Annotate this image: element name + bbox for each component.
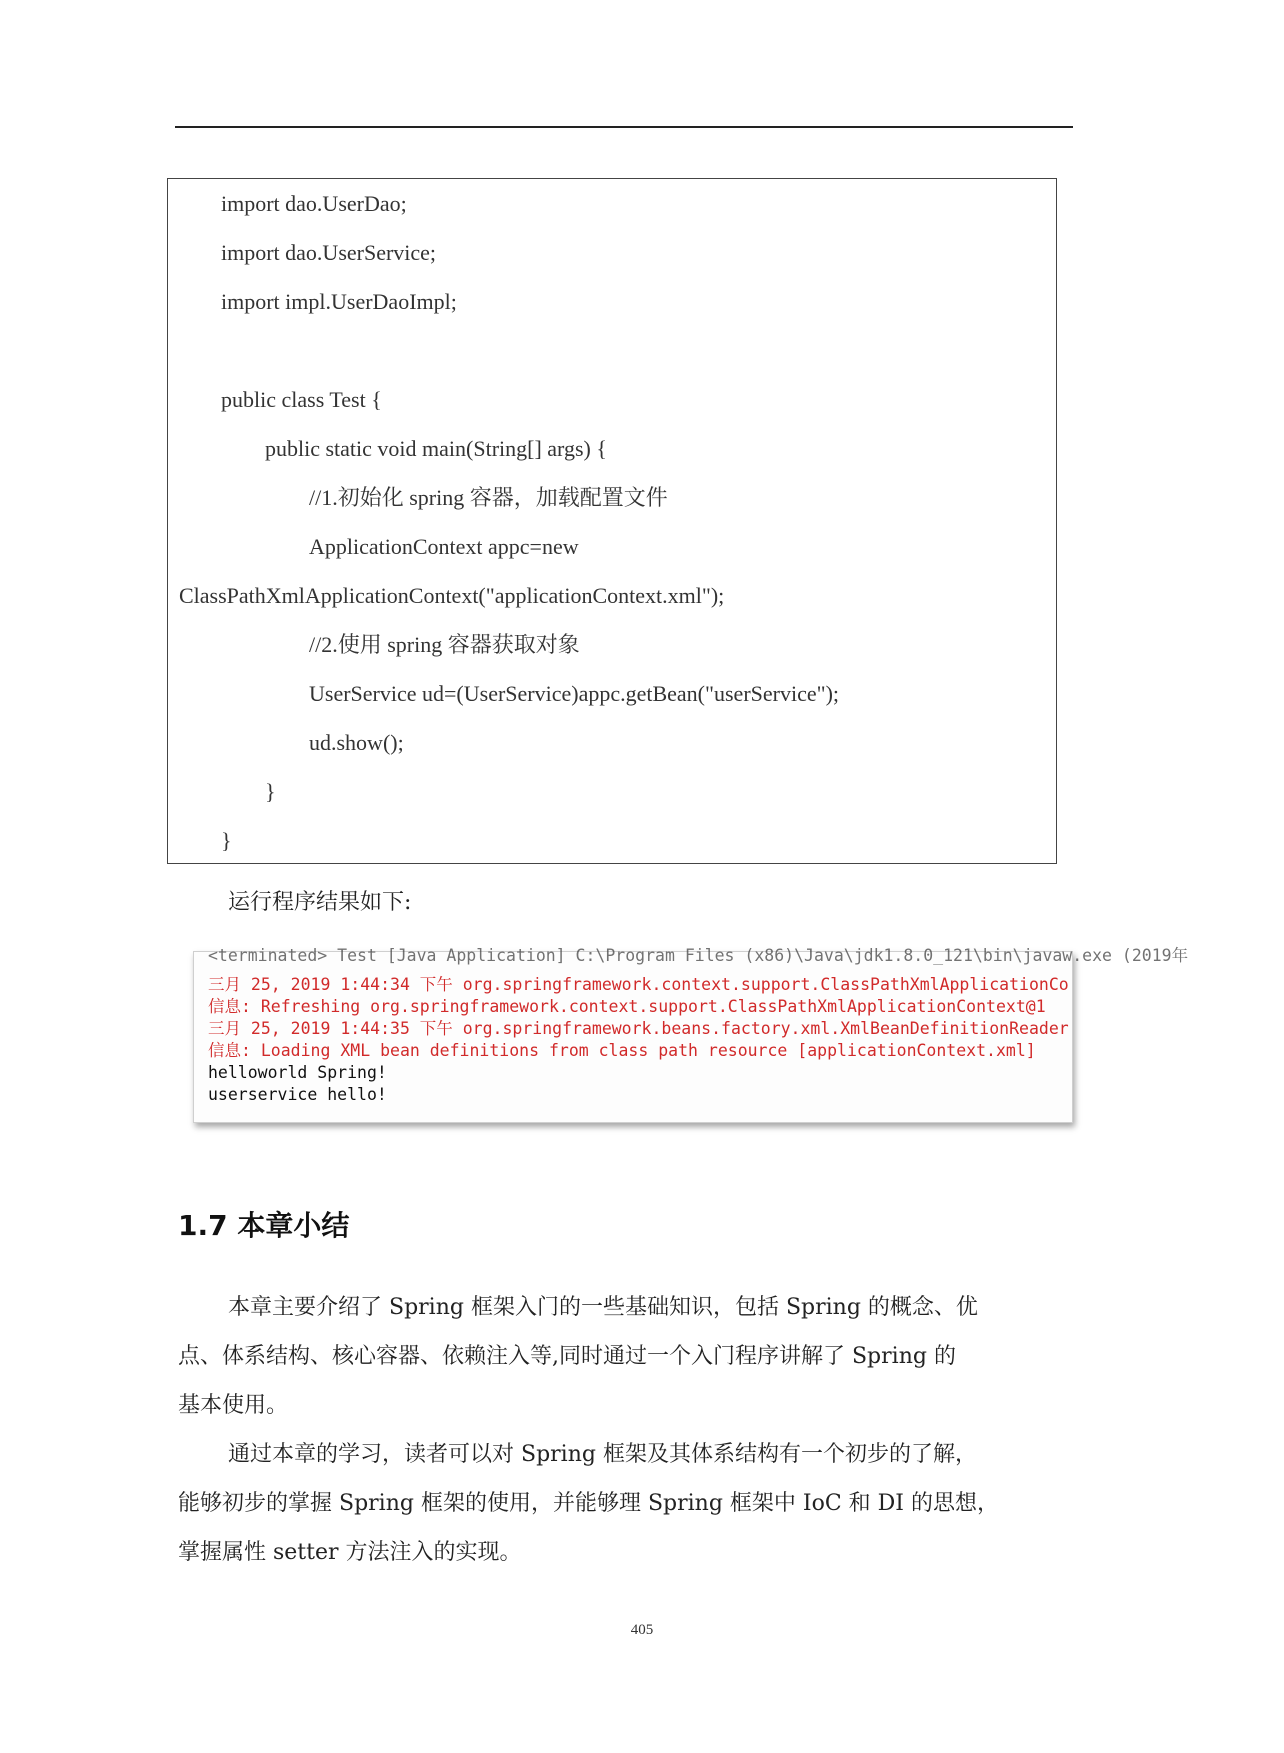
- code-line: ApplicationContext appc=new: [309, 534, 579, 559]
- result-intro: 运行程序结果如下:: [228, 890, 412, 915]
- code-line: UserService ud=(UserService)appc.getBean("userService");: [309, 681, 840, 706]
- console-output-line: userservice hello!: [208, 1085, 387, 1104]
- console-log-line: 三月 25, 2019 1:44:34 下午 org.springframework.context.support.ClassPathXmlApplicationCo: [208, 975, 1069, 994]
- code-line: import impl.UserDaoImpl;: [221, 289, 457, 314]
- page-number: 405: [630, 1622, 654, 1638]
- header-rule: [175, 126, 1073, 128]
- console-title: <terminated> Test [Java Application] C:\Program Files (x86)\Java\jdk1.8.0_121\bin\javaw.exe (2019年: [208, 946, 1189, 965]
- code-line: import dao.UserService;: [221, 240, 437, 265]
- console-output-line: helloworld Spring!: [208, 1063, 387, 1082]
- code-comment: //1.初始化 spring 容器，加载配置文件: [309, 485, 668, 510]
- paragraph-line: 点、体系结构、核心容器、依赖注入等,同时通过一个入门程序讲解了 Spring 的: [178, 1344, 956, 1369]
- console-output-screenshot: [193, 946, 1189, 1123]
- code-block: [167, 178, 1057, 864]
- code-line: public static void main(String[] args) {: [265, 436, 607, 461]
- code-brace: }: [265, 779, 276, 804]
- code-line: ClassPathXmlApplicationContext("applicationContext.xml");: [179, 583, 725, 608]
- code-line: import dao.UserDao;: [221, 191, 407, 216]
- code-line: public class Test {: [221, 387, 382, 412]
- code-line: ud.show();: [309, 730, 404, 755]
- paragraph-line: 通过本章的学习，读者可以对 Spring 框架及其体系结构有一个初步的了解，: [228, 1442, 977, 1467]
- section-title: 1.7 本章小结: [178, 1209, 350, 1242]
- code-comment: //2.使用 spring 容器获取对象: [309, 632, 580, 657]
- paragraph-line: 本章主要介绍了 Spring 框架入门的一些基础知识，包括 Spring 的概念、优: [228, 1295, 978, 1320]
- code-brace: }: [221, 828, 232, 853]
- console-log-line: 三月 25, 2019 1:44:35 下午 org.springframework.beans.factory.xml.XmlBeanDefinitionReader: [208, 1019, 1069, 1038]
- paragraph-line: 能够初步的掌握 Spring 框架的使用，并能够理 Spring 框架中 IoC 和 DI 的思想，: [178, 1491, 999, 1516]
- console-log-line: 信息: Loading XML bean definitions from class path resource [applicationContext.xml]: [208, 1041, 1036, 1060]
- paragraph-line: 基本使用。: [178, 1393, 289, 1418]
- paragraph-line: 掌握属性 setter 方法注入的实现。: [178, 1540, 522, 1565]
- console-log-line: 信息: Refreshing org.springframework.context.support.ClassPathXmlApplicationContext@1: [208, 997, 1046, 1016]
